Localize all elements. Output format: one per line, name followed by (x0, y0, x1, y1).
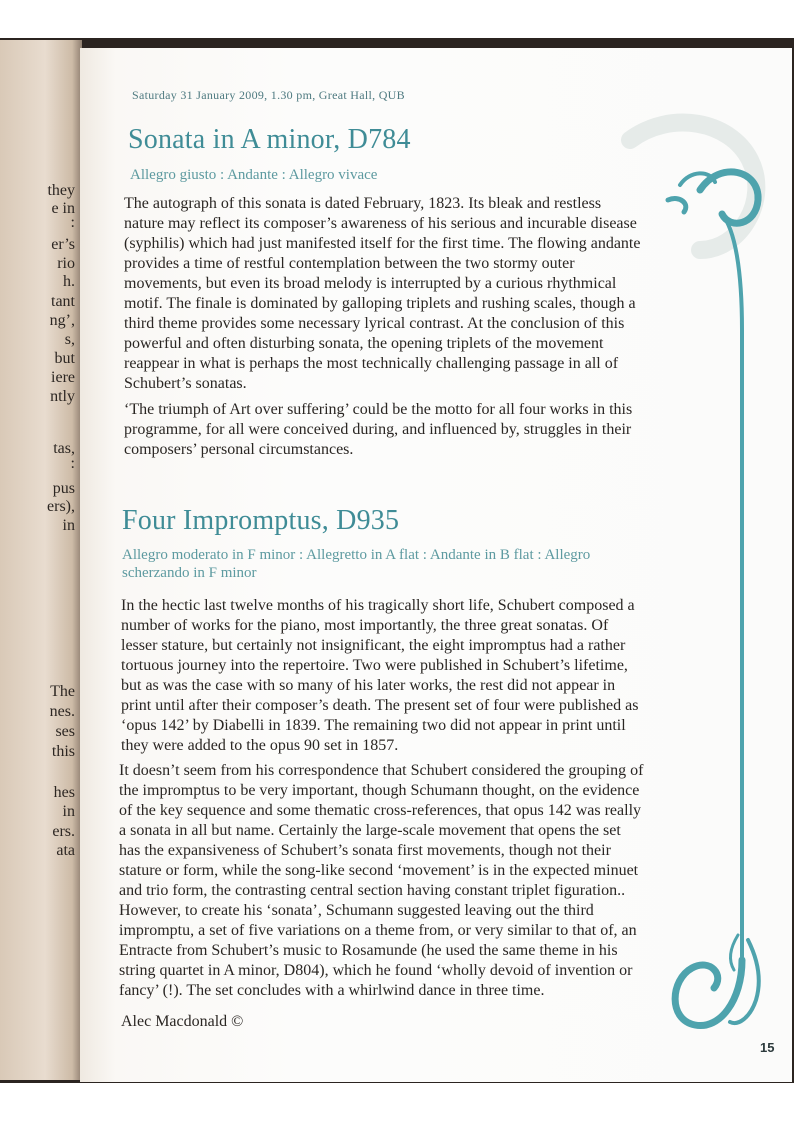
left-fragment: : (70, 455, 75, 472)
left-fragment: nes. (49, 703, 75, 720)
left-fragment: h. (63, 273, 75, 290)
event-details: Saturday 31 January 2009, 1.30 pm, Great Hall, QUB (132, 88, 405, 102)
section-title-impromptus: Four Impromptus, D935 (122, 505, 400, 536)
left-fragment: tant (51, 293, 75, 310)
left-fragment: ng’, (49, 312, 75, 329)
sonata-paragraph-1: The autograph of this sonata is dated February, 1823. Its bleak and restless nature may reflect its composer’s awareness of his serious and incurable disease (syphilis) which had just manifested itself for the first time. The flowing andante provides a time of restful contemplation between the two stormy outer movements, but even its broad melody is interrupted by a curious rhythmical motif. The finale is dominated by galloping triplets and rushing scales, though a third theme provides some necessary lyrical contrast. At the conclusion of this powerful and often disturbing sonata, the opening triplets of the movement reappear in what is perhaps the most technically challenging passage in all of Schubert’s sonatas. (124, 195, 641, 392)
left-fragment: : (70, 214, 75, 231)
left-fragment: hes (53, 784, 75, 801)
left-fragment: this (51, 743, 75, 760)
left-page (0, 40, 82, 1080)
section-title-sonata: Sonata in A minor, D784 (128, 124, 411, 155)
left-fragment: ses (55, 723, 75, 740)
left-fragment: ata (56, 842, 75, 859)
left-fragment: pus (52, 480, 75, 497)
left-fragment: s, (64, 331, 75, 348)
left-fragment: but (54, 350, 75, 367)
left-fragment: The (50, 683, 75, 700)
section-subtitle-impromptus: Allegro moderato in F minor : Allegretto in A flat : Andante in B flat : Allegro scherzando in F minor (122, 547, 591, 581)
left-fragment: in (62, 803, 75, 820)
impromptus-paragraph-1: In the hectic last twelve months of his tragically short life, Schubert composed a number of works for the piano, most importantly, the three great sonatas. Of lesser stature, but certainly not insignificant, the eight impromptus had a rather tortuous journey into the repertoire. Two were published in Schubert’s lifetime, but as was the case with so many of his later works, the rest did not appear in print until after their composer’s death. The present set of four were published as ‘opus 142’ by Diabelli in 1839. The remaining two did not appear in print until they were added to the opus 90 set in 1857. (121, 597, 639, 754)
author-credit: Alec Macdonald © (121, 1013, 244, 1030)
page-number: 15 (760, 1040, 775, 1055)
left-fragment: rio (57, 255, 75, 272)
impromptus-paragraph-2: It doesn’t seem from his correspondence that Schubert considered the grouping of the impromptus to be very important, though Schumann thought, on the evidence of the key sequence and some thematic cross-references, that opus 142 was really a sonata in all but name. Certainly the large-scale movement that opens the set has the expansiveness of Schubert’s sonata first movements, though not their stature or form, while the song-like second ‘movement’ is in the expected minuet and trio form, the contrasting central section having constant triplet figuration.. However, to create his ‘sonata’, Schumann suggested leaving out the third impromptu, a set of five variations on a theme from, or very similar to that of, an Entracte from Schubert’s music to Rosamunde (he used the same theme in his string quartet in A minor, D804), which he found ‘wholly devoid of invention or fancy’ (!). The set concludes with a whirlwind dance in three time. (119, 762, 644, 999)
left-fragment: e in (51, 200, 75, 217)
left-fragment: in (62, 517, 75, 534)
sonata-paragraph-2: ‘The triumph of Art over suffering’ could be the motto for all four works in this programme, for all were conceived during, and influenced by, struggles in their composers’ personal circumstances. (124, 401, 633, 458)
left-fragment: they (47, 182, 75, 199)
left-fragment: ers. (52, 823, 75, 840)
left-fragment: tas, (53, 440, 75, 457)
section-subtitle-sonata: Allegro giusto : Andante : Allegro vivace (130, 167, 378, 183)
left-fragment: ntly (50, 388, 75, 405)
left-fragment: ers), (47, 498, 75, 515)
left-fragment: iere (51, 369, 75, 386)
left-fragment: er’s (51, 236, 75, 253)
